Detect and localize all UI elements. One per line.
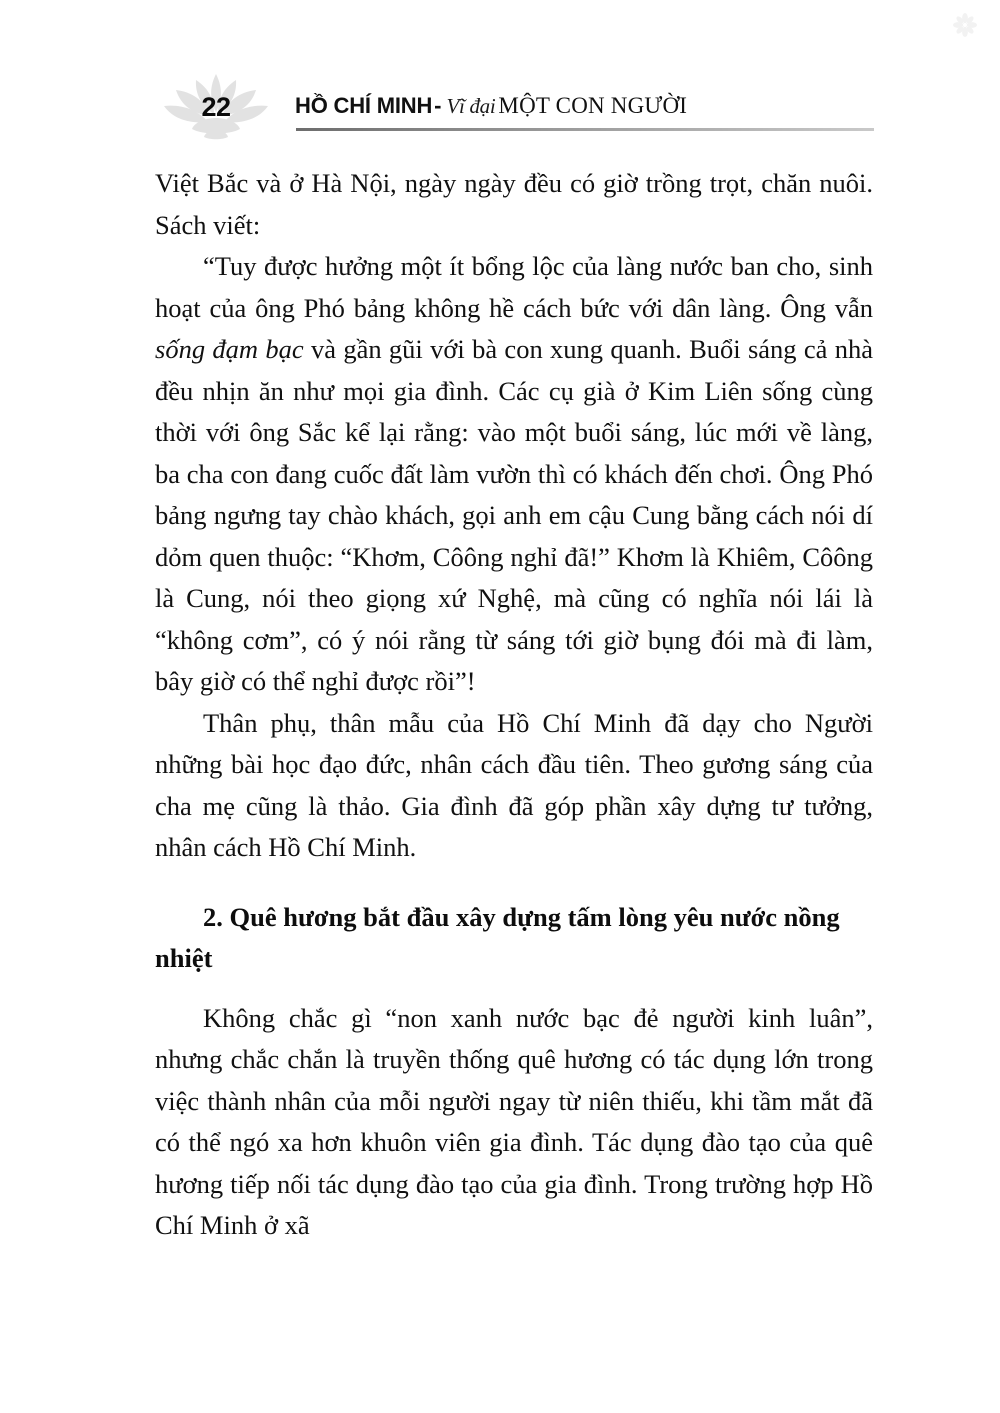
running-header-title bbox=[295, 94, 687, 117]
page-header bbox=[0, 58, 1000, 148]
header-main-text: HỒ CHÍ MINH bbox=[295, 93, 433, 118]
header-script-text: Vĩ đại bbox=[446, 94, 496, 118]
quote-part-1: “Tuy được hưởng một ít bổng lộc của làng nước ban cho, sinh hoạt của ông Phó bảng không hề cách bức với dân làng. Ông vẫn bbox=[155, 251, 873, 323]
page-number: 22 bbox=[201, 91, 231, 122]
header-tail-text: MỘT CON NGƯỜI bbox=[498, 93, 688, 118]
header-divider bbox=[296, 128, 874, 131]
quote-part-2: và gần gũi với bà con xung quanh. Buổi sáng cả nhà đều nhịn ăn như mọi gia đình. Các cụ già ở Kim Liên sống cùng thời với ông Sắc kể lại rằng: vào một buổi sáng, lúc mới về làng, ba cha con đang cuốc đất làm vườn thì có khách đến chơi. Ông Phó bảng ngưng tay chào khách, gọi anh em cậu Cung bằng cách nói dí dỏm quen thuộc: “Khơm, Côông nghỉ đã!” Khơm là Khiêm, Côông là Cung, nói theo giọng xứ Nghệ, mà cũng có nghĩa nói lái là “không cơm”, có ý nói rằng từ sáng tới giờ bụng đói mà đi làm, bây giờ có thể nghỉ được rồi”! bbox=[155, 334, 873, 696]
flower-ornament-icon bbox=[952, 12, 978, 38]
lotus-icon bbox=[160, 68, 272, 146]
paragraph-family-teaching: Thân phụ, thân mẫu của Hồ Chí Minh đã dạy cho Người những bài học đạo đức, nhân cách đầu tiên. Theo gương sáng của cha mẹ cũng là thảo. Gia đình đã góp phần xây dựng tư tưởng, nhân cách Hồ Chí Minh. bbox=[155, 707, 873, 862]
section-heading-2: 2. Quê hương bắt đầu xây dựng tấm lòng yêu nước nồng nhiệt bbox=[155, 901, 840, 973]
paragraph-homeland: Không chắc gì “non xanh nước bạc đẻ người kinh luân”, nhưng chắc chắn là truyền thống quê hương có tác dụng lớn trong việc thành nhân của mỗi người ngay từ niên thiếu, khi tầm mắt đã có thể ngó xa hơn khuôn viên gia đình. Tác dụng đào tạo của quê hương tiếp nối tác dụng đào tạo của gia đình. Trong trường hợp Hồ Chí Minh ở xã bbox=[155, 1002, 873, 1240]
quote-italic-phrase: sống đạm bạc bbox=[155, 334, 304, 364]
paragraph-quote bbox=[155, 246, 873, 703]
paragraph-continuation: Việt Bắc và ở Hà Nội, ngày ngày đều có giờ trồng trọt, chăn nuôi. Sách viết: bbox=[155, 168, 873, 240]
header-dash: - bbox=[434, 93, 442, 118]
body-text-column bbox=[155, 163, 873, 1247]
